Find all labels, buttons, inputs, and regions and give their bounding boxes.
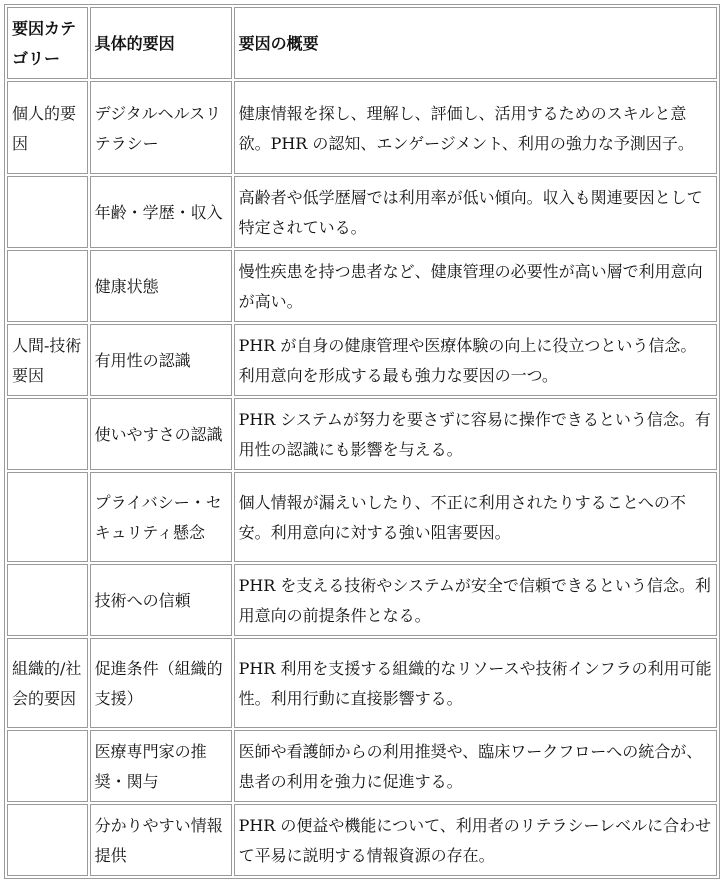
table-row xyxy=(7,176,717,248)
factor-cell: 使いやすさの認識 xyxy=(90,398,232,470)
summary-cell: PHR を支える技術やシステムが安全で信頼できるという信念。利用意向の前提条件となる。 xyxy=(234,564,717,636)
factor-cell: 技術への信頼 xyxy=(90,564,232,636)
table-row xyxy=(7,804,717,876)
table-row xyxy=(7,730,717,802)
factor-cell: デジタルヘルスリテラシー xyxy=(90,81,232,174)
header-row xyxy=(7,7,717,79)
category-cell xyxy=(7,176,88,248)
header-category: 要因カテゴリー xyxy=(7,7,88,79)
header-summary: 要因の概要 xyxy=(234,7,717,79)
category-cell xyxy=(7,472,88,562)
category-cell xyxy=(7,564,88,636)
header-factor: 具体的要因 xyxy=(90,7,232,79)
table-row xyxy=(7,81,717,174)
category-cell xyxy=(7,730,88,802)
category-cell: 個人的要因 xyxy=(7,81,88,174)
summary-cell: PHR システムが努力を要さずに容易に操作できるという信念。有用性の認識にも影響を与える。 xyxy=(234,398,717,470)
category-cell xyxy=(7,250,88,322)
table-row xyxy=(7,564,717,636)
category-cell: 人間-技術要因 xyxy=(7,324,88,396)
factor-cell: 有用性の認識 xyxy=(90,324,232,396)
table-row xyxy=(7,324,717,396)
summary-cell: PHR が自身の健康管理や医療体験の向上に役立つという信念。利用意向を形成する最も強力な要因の一つ。 xyxy=(234,324,717,396)
category-cell: 組織的/社会的要因 xyxy=(7,638,88,728)
factor-cell: 促進条件（組織的支援） xyxy=(90,638,232,728)
factor-cell: 分かりやすい情報提供 xyxy=(90,804,232,876)
table-body xyxy=(7,81,717,876)
summary-cell: 慢性疾患を持つ患者など、健康管理の必要性が高い層で利用意向が高い。 xyxy=(234,250,717,322)
summary-cell: PHR 利用を支援する組織的なリソースや技術インフラの利用可能性。利用行動に直接影響する。 xyxy=(234,638,717,728)
table-row xyxy=(7,398,717,470)
factor-cell: 年齢・学歴・収入 xyxy=(90,176,232,248)
table-header xyxy=(7,7,717,79)
table-row xyxy=(7,472,717,562)
summary-cell: 高齢者や低学歴層では利用率が低い傾向。収入も関連要因として特定されている。 xyxy=(234,176,717,248)
table-row xyxy=(7,250,717,322)
factor-cell: プライバシー・セキュリティ懸念 xyxy=(90,472,232,562)
category-cell xyxy=(7,398,88,470)
summary-cell: 個人情報が漏えいしたり、不正に利用されたりすることへの不安。利用意向に対する強い阻害要因。 xyxy=(234,472,717,562)
factors-table xyxy=(4,4,720,879)
summary-cell: PHR の便益や機能について、利用者のリテラシーレベルに合わせて平易に説明する情報資源の存在。 xyxy=(234,804,717,876)
factor-cell: 健康状態 xyxy=(90,250,232,322)
factor-cell: 医療専門家の推奨・関与 xyxy=(90,730,232,802)
summary-cell: 健康情報を探し、理解し、評価し、活用するためのスキルと意欲。PHR の認知、エンゲージメント、利用の強力な予測因子。 xyxy=(234,81,717,174)
table-row xyxy=(7,638,717,728)
summary-cell: 医師や看護師からの利用推奨や、臨床ワークフローへの統合が、患者の利用を強力に促進する。 xyxy=(234,730,717,802)
category-cell xyxy=(7,804,88,876)
